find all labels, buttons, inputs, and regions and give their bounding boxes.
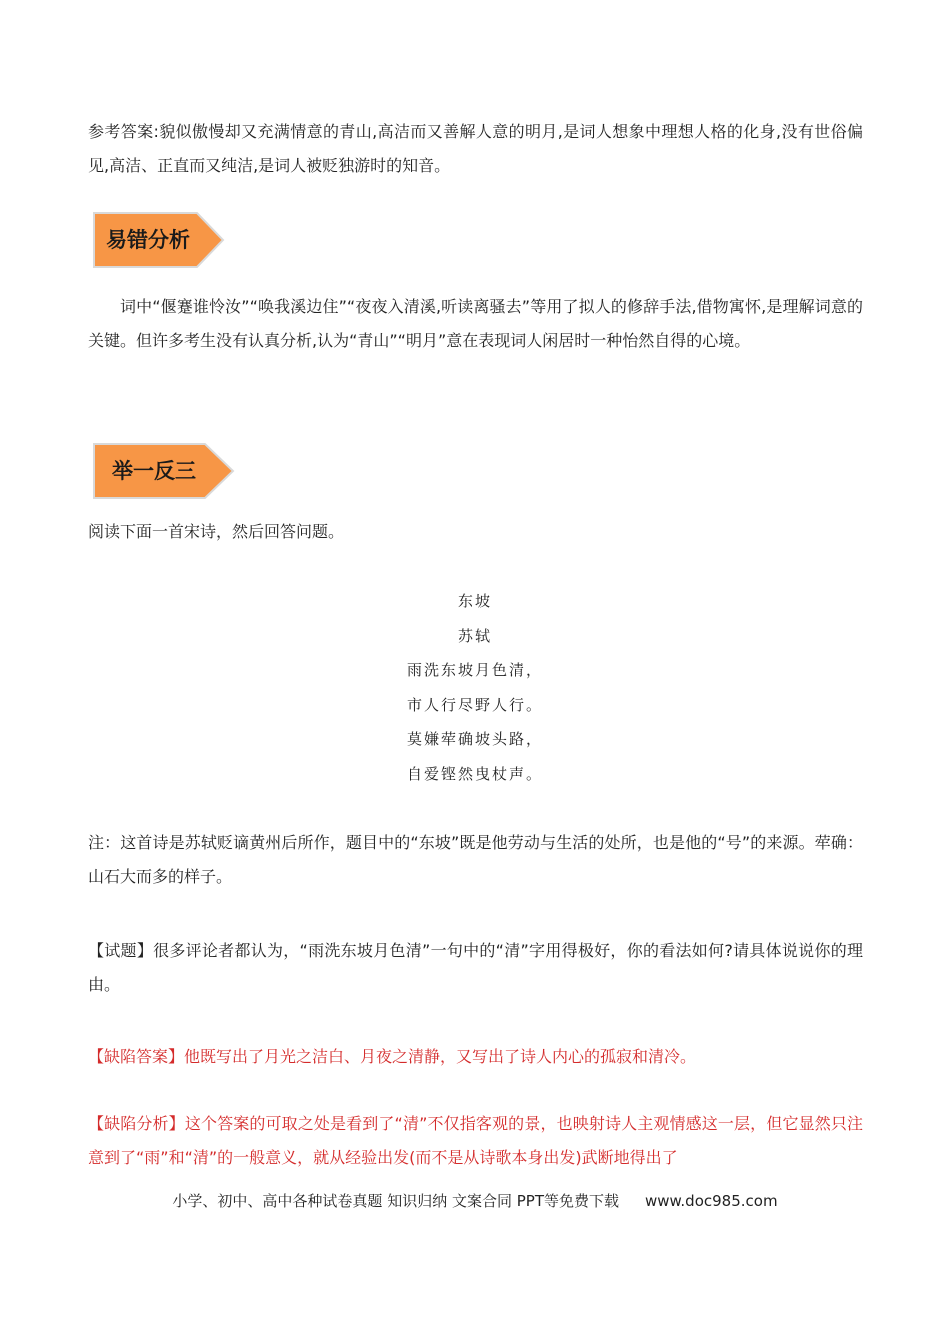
flawed-analysis-text: 这个答案的可取之处是看到了“清”不仅指客观的景，也映射诗人主观情感这一层，但它显然只注意到了“雨”和“清”的一般意义，就从经验出发(而不是从诗歌本身出发)武断地得出了 <box>88 1114 863 1167</box>
section-banner-error-analysis <box>92 211 227 269</box>
practice-intro: 阅读下面一首宋诗，然后回答问题。 <box>88 522 345 541</box>
poem-author: 苏轼 <box>457 626 492 645</box>
poem-line: 雨洗东坡月色清， <box>406 661 543 679</box>
flawed-answer-label: 【缺陷答案】 <box>88 1047 185 1066</box>
section-title: 举一反三 <box>112 458 196 483</box>
page-footer <box>0 1189 950 1213</box>
reference-answer: 参考答案:貌似傲慢却又充满情意的青山,高洁而又善解人意的明月,是词人想象中理想人格的化身,没有世俗偏见,高洁、正直而又纯洁,是词人被贬独游时的知音。 <box>88 122 863 175</box>
flawed-answer-text: 他既写出了月光之洁白、月夜之清静，又写出了诗人内心的孤寂和清冷。 <box>184 1047 697 1066</box>
footer-text: 小学、初中、高中各种试卷真题 知识归纳 文案合同 PPT等免费下载 <box>172 1192 619 1210</box>
flawed-analysis <box>88 1107 863 1175</box>
footer-url: www.doc985.com <box>644 1192 778 1210</box>
section-title: 易错分析 <box>106 227 190 252</box>
poem-line: 莫嫌荦确坡头路， <box>406 730 543 748</box>
error-analysis-body: 词中“偃蹇谁怜汝”“唤我溪边住”“夜夜入清溪,听读离骚去”等用了拟人的修辞手法,借物寓怀,是理解词意的关键。但许多考生没有认真分析,认为“青山”“明月”意在表现词人闲居时一种怡然自得的心境。 <box>88 297 863 350</box>
flawed-answer <box>88 1040 863 1074</box>
poem-title: 东坡 <box>457 592 492 610</box>
poem-line: 自爱铿然曳杖声。 <box>406 764 543 783</box>
question: 【试题】很多评论者都认为，“雨洗东坡月色清”一句中的“清”字用得极好，你的看法如何?请具体说说你的理由。 <box>88 941 863 994</box>
flawed-analysis-label: 【缺陷分析】 <box>88 1114 185 1133</box>
poem-note: 注：这首诗是苏轼贬谪黄州后所作，题目中的“东坡”既是他劳动与生活的处所，也是他的“号”的来源。荦确：山石大而多的样子。 <box>88 833 863 886</box>
section-banner-practice <box>92 442 227 500</box>
poem <box>0 584 950 791</box>
poem-line: 市人行尽野人行。 <box>406 695 543 714</box>
